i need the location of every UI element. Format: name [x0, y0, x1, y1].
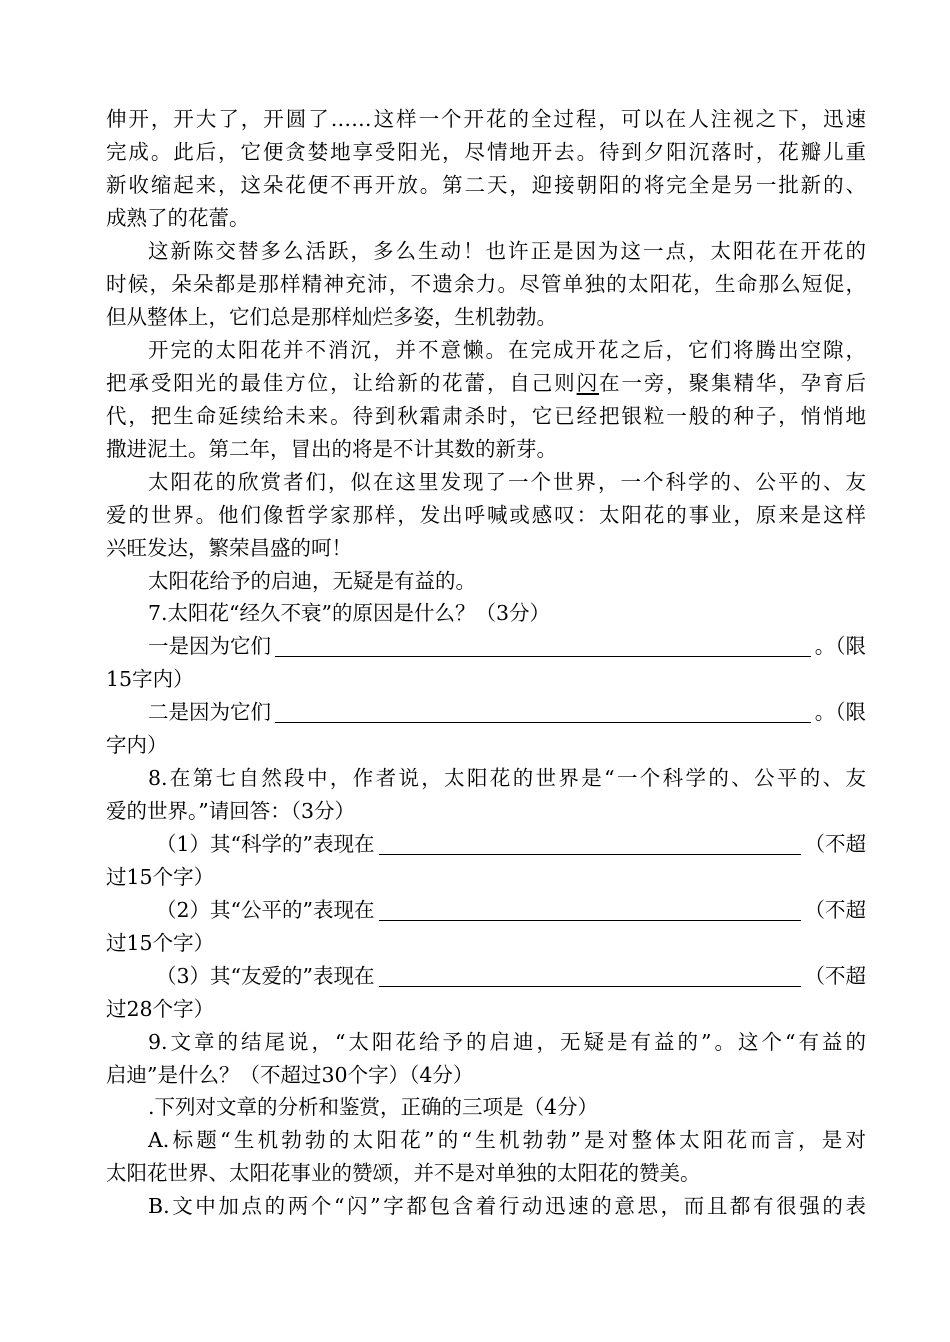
q8-sub-2-suffix: （不超 — [804, 898, 866, 922]
q8-sub-1-suffix: （不超 — [804, 832, 866, 856]
q8-sub-2-blank[interactable] — [379, 896, 801, 921]
passage-line-10: 代，把生命延续给未来。待到秋霜肃杀时，它已经把银粒一般的种子，悄悄地 — [106, 404, 866, 428]
q7-answer-2-prefix: 二是因为它们 — [148, 700, 271, 724]
q8-sub-3-cont: 过28个字） — [106, 997, 215, 1021]
passage-line-14: 兴旺发达，繁荣昌盛的呵！ — [106, 536, 352, 560]
q8-sub-2-prefix: （2）其“公平的”表现在 — [156, 898, 375, 922]
passage-line-1: 伸开，开大了，开圆了……这样一个开花的全过程，可以在人注视之下，迅速 — [106, 107, 866, 131]
passage-line-11: 撒进泥土。第二年，冒出的将是不计其数的新芽。 — [106, 437, 557, 461]
q8-sub-1-row — [156, 828, 866, 861]
q7-answer-1-row — [148, 630, 866, 663]
q10-title: .下列对文章的分析和鉴赏，正确的三项是（4分） — [148, 1095, 599, 1119]
q8-title-line-1: 8.在第七自然段中，作者说，太阳花的世界是“一个科学的、公平的、友 — [148, 766, 866, 790]
passage-line-9-b: 在一旁，聚集精华，孕育后 — [599, 371, 867, 395]
q8-sub-3-prefix: （3）其“友爱的”表现在 — [156, 964, 375, 988]
q8-sub-3-row — [156, 960, 866, 993]
passage-line-12: 太阳花的欣赏者们，似在这里发现了一个世界，一个科学的、公平的、友 — [148, 470, 866, 494]
q7-title: 7.太阳花“经久不衰”的原因是什么？（3分） — [148, 601, 551, 625]
passage-line-15: 太阳花给予的启迪，无疑是有益的。 — [148, 569, 476, 593]
passage-line-3: 新收缩起来，这朵花便不再开放。第二天，迎接朝阳的将完全是另一批新的、 — [106, 173, 866, 197]
q7-answer-2-blank[interactable] — [275, 698, 811, 723]
q8-title-line-2: 爱的世界。”请回答：（3分） — [106, 799, 356, 823]
q7-answer-1-blank[interactable] — [275, 632, 811, 657]
q7-answer-1-cont: 15字内） — [106, 667, 194, 691]
q8-sub-3-blank[interactable] — [379, 962, 801, 987]
q8-sub-2-row — [156, 894, 866, 927]
passage-line-8: 开完的太阳花并不消沉，并不意懒。在完成开花之后，它们将腾出空隙， — [148, 338, 866, 362]
q8-sub-3-suffix: （不超 — [804, 964, 866, 988]
q10-option-b-line-1: B.文中加点的两个“闪”字都包含着行动迅速的意思，而且都有很强的表 — [148, 1194, 866, 1218]
q7-answer-1-suffix: 。（限 — [814, 634, 866, 658]
passage-line-6: 时候，朵朵都是那样精神充沛，不遗余力。尽管单独的太阳花，生命那么短促， — [106, 272, 866, 296]
q7-answer-2-cont: 字内） — [106, 733, 168, 757]
q8-sub-2-cont: 过15个字） — [106, 931, 215, 955]
q9-title-line-1: 9.文章的结尾说，“太阳花给予的启迪，无疑是有益的”。这个“有益的 — [148, 1030, 866, 1054]
passage-line-9 — [106, 367, 866, 400]
marked-char-shan: 闪 — [576, 371, 600, 395]
q8-sub-1-cont: 过15个字） — [106, 865, 215, 889]
passage-line-5: 这新陈交替多么活跃，多么生动！也许正是因为这一点，太阳花在开花的 — [148, 239, 866, 263]
q7-answer-2-suffix: 。（限 — [814, 700, 866, 724]
passage-line-7: 但从整体上，它们总是那样灿烂多姿，生机勃勃。 — [106, 305, 557, 329]
passage-line-2: 完成。此后，它便贪婪地享受阳光，尽情地开去。待到夕阳沉落时，花瓣儿重 — [106, 140, 866, 164]
q7-answer-2-row — [148, 696, 866, 729]
passage-line-13: 爱的世界。他们像哲学家那样，发出呼喊或感叹：太阳花的事业，原来是这样 — [106, 503, 866, 527]
q10-option-a-line-2: 太阳花世界、太阳花事业的赞颂，并不是对单独的太阳花的赞美。 — [106, 1161, 701, 1185]
q8-sub-1-blank[interactable] — [379, 830, 801, 855]
q7-answer-1-prefix: 一是因为它们 — [148, 634, 271, 658]
q9-title-line-2: 启迪”是什么？（不超过30个字）（4分） — [106, 1063, 474, 1087]
passage-line-9-a: 把承受阳光的最佳方位，让给新的花蕾，自己则 — [106, 371, 577, 395]
q8-sub-1-prefix: （1）其“科学的”表现在 — [156, 832, 375, 856]
passage-line-4: 成熟了的花蕾。 — [106, 206, 250, 230]
q10-option-a-line-1: A.标题“生机勃勃的太阳花”的“生机勃勃”是对整体太阳花而言，是对 — [148, 1128, 866, 1152]
